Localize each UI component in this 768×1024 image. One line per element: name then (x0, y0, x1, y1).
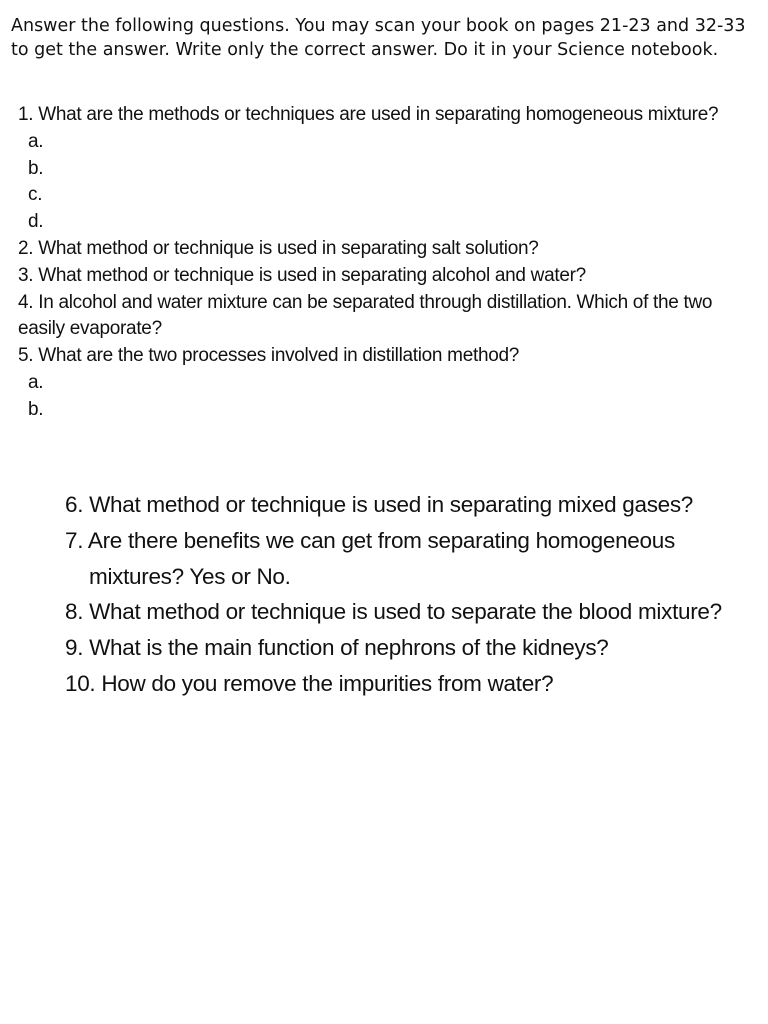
question-2: 2. What method or technique is used in separating salt solution? (18, 237, 539, 259)
question-list-part-2 (65, 487, 745, 702)
question-7-line-2: mixtures? Yes or No. (89, 563, 291, 589)
question-4-line-1: 4. In alcohol and water mixture can be separated through distillation. Which of the two (18, 291, 713, 313)
question-7-line-1: 7. Are there benefits we can get from separating homogeneous (65, 527, 675, 553)
question-6: 6. What method or technique is used in separating mixed gases? (65, 492, 694, 517)
question-1-option-c: c. (28, 184, 43, 206)
question-1-option-a: a. (28, 130, 44, 152)
question-5-option-b: b. (28, 398, 44, 420)
question-10: 10. How do you remove the impurities from water? (65, 670, 554, 696)
question-5: 5. What are the two processes involved in distillation method? (18, 345, 520, 367)
question-8: 8. What method or technique is used to separate the blood mixture? (65, 599, 722, 625)
question-1: 1. What are the methods or techniques are used in separating homogeneous mixture? (18, 104, 719, 125)
instructions-text: Answer the following questions. You may scan your book on pages 21-23 and 32-33 to get the answer. Write only the correct answer. Do it in your Science notebook. (11, 16, 746, 60)
question-5-option-a: a. (28, 371, 44, 393)
question-list-part-1 (18, 102, 748, 424)
question-9: 9. What is the main function of nephrons of the kidneys? (65, 635, 609, 661)
question-1-option-b: b. (28, 157, 44, 179)
question-4-line-2: easily evaporate? (18, 318, 162, 340)
question-3: 3. What method or technique is used in separating alcohol and water? (18, 264, 586, 286)
question-1-option-d: d. (28, 211, 44, 233)
